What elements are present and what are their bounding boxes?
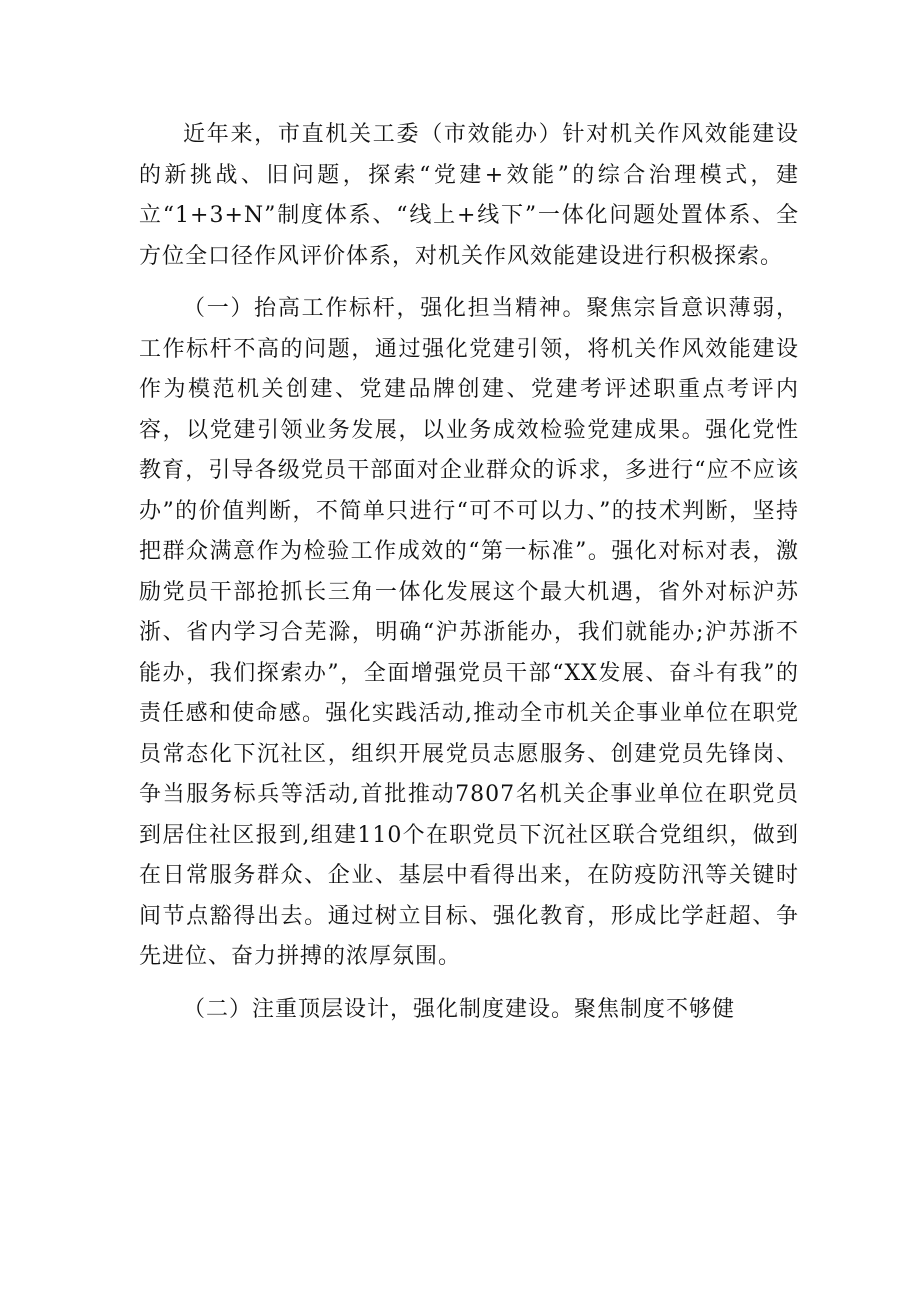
document-body — [139, 115, 799, 1042]
paragraph-section-2: （二）注重顶层设计，强化制度建设。聚焦制度不够健 — [183, 996, 736, 1022]
paragraph-intro: 近年来，市直机关工委（市效能办）针对机关作风效能建设的新挑战、旧问题，探索“党建+效能”的综合治理模式，建立“1+3+N”制度体系、“线上+线下”一体化问题处置体系、全方位全口径作风评价体系，对机关作风效能建设进行积极探索。 — [139, 122, 799, 269]
paragraph-section-1: （一）抬高工作标杆，强化担当精神。聚焦宗旨意识薄弱，工作标杆不高的问题，通过强化党建引领，将机关作风效能建设作为模范机关创建、党建品牌创建、党建考评述职重点考评内容，以党建引领业务发展，以业务成效检验党建成果。强化党性教育，引导各级党员干部面对企业群众的诉求，多进行“应不应该办”的价值判断，不简单只进行“可不可以力、”的技术判断，坚持把群众满意作为检验工作成效的“第一标准”。强化对标对表，激励党员干部抢抓长三角一体化发展这个最大机遇，省外对标沪苏浙、省内学习合芜滁，明确“沪苏浙能办，我们就能办;沪苏浙不能办，我们探索办”，全面增强党员干部“XX发展、奋斗有我”的责任感和使命感。强化实践活动,推动全市机关企事业单位在职党员常态化下沉社区，组织开展党员志愿服务、创建党员先锋岗、争当服务标兵等活动,首批推动7807名机关企事业单位在职党员到居住社区报到,组建110个在职党员下沉社区联合党组织，做到在日常服务群众、企业、基层中看得出来，在防疫防汛等关键时间节点豁得出去。通过树立目标、强化教育，形成比学赶超、争先进位、奋力拼搏的浓厚氛围。 — [139, 296, 799, 969]
